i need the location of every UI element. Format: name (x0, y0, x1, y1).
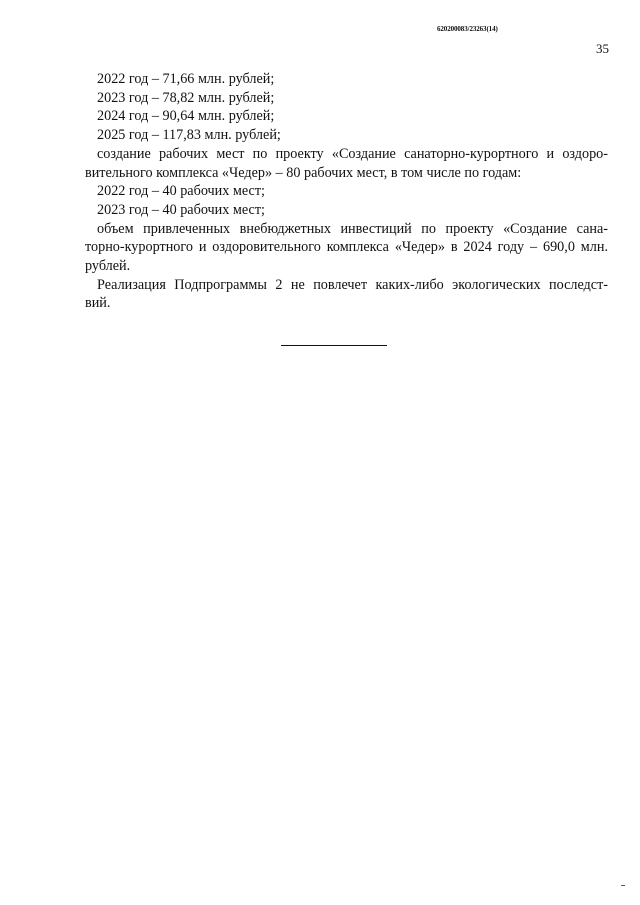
investment-paragraph-line-1: объем привлеченных внебюджетных инвестиций по проекту «Создание сана- (97, 220, 608, 237)
page-number: 35 (596, 41, 609, 56)
ecology-paragraph-line-1: Реализация Подпрограммы 2 не повлечет каких-либо экологических последст- (97, 276, 608, 293)
scan-mark (621, 885, 625, 886)
amount-line-2024: 2024 год – 90,64 млн. рублей; (97, 108, 275, 125)
ecology-paragraph-line-2: вий. (85, 295, 111, 312)
closing-divider (281, 345, 387, 346)
amount-line-2022: 2022 год – 71,66 млн. рублей; (97, 71, 275, 87)
amount-line-2025: 2025 год – 117,83 млн. рублей; (97, 127, 281, 144)
body-text (85, 70, 608, 313)
jobs-paragraph-line-1: создание рабочих мест по проекту «Создание санаторно-курортного и оздоро- (97, 145, 608, 162)
jobs-paragraph-line-2: вительного комплекса «Чедер» – 80 рабочих мест, в том числе по годам: (85, 164, 522, 181)
investment-paragraph-line-2: торно-курортного и оздоровительного комплекса «Чедер» в 2024 году – 690,0 млн. (85, 239, 608, 256)
jobs-line-2023: 2023 год – 40 рабочих мест; (97, 201, 265, 218)
jobs-line-2022: 2022 год – 40 рабочих мест; (97, 183, 265, 200)
amount-line-2023: 2023 год – 78,82 млн. рублей; (97, 89, 275, 106)
document-code: 620200083/23263(14) (437, 25, 498, 33)
investment-paragraph-line-3: рублей. (85, 258, 131, 275)
